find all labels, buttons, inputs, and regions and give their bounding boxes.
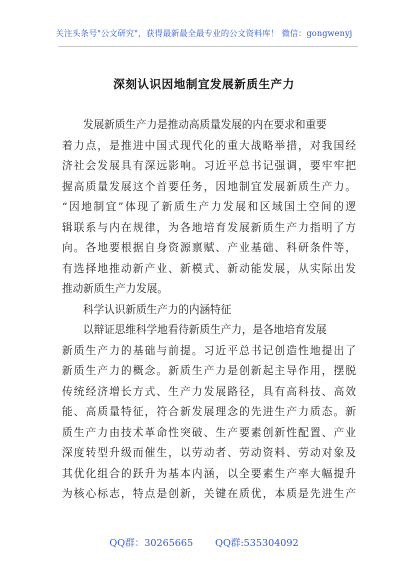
paragraph-1-line-2: 着力点，是推进中国式现代化的重大战略举措，对我国经 — [62, 139, 356, 152]
paragraph-2-line-4: 传统经济增长方式、生产力发展路径，具有高科技、高效 — [62, 385, 356, 398]
footer-contacts — [0, 535, 408, 549]
paragraph-1-line-8: 有选择地推动新产业、新模式、新动能发展，从实际出发 — [62, 262, 356, 275]
paragraph-2-line-1: 以辩证思维科学地看待新质生产力，是各地培育发展 — [83, 324, 327, 336]
paragraph-1-line-5: “因地制宜”体现了新质生产力发展和区域国土空间的逻 — [62, 201, 356, 213]
paragraph-2-line-8: 其优化组合的跃升为基本内涵，以全要素生产率大幅提升 — [62, 467, 356, 480]
footer-qq-group-1: QQ群：30265665 — [109, 538, 194, 549]
header-divider — [58, 46, 358, 47]
paragraph-2-line-3: 新质生产力的概念。新质生产力是创新起主导作用，摆脱 — [62, 365, 356, 377]
paragraph-2-line-9: 为核心标志，特点是创新，关键在质优，本质是先进生产 — [62, 488, 356, 500]
paragraph-2-line-7: 深度转型升级而催生，以劳动者、劳动资料、劳动对象及 — [62, 447, 356, 459]
paragraph-1-line-1: 发展新质生产力是推动高质量发展的内在要求和重要 — [83, 119, 327, 131]
paragraph-2-line-6: 质生产力由技术革命性突破、生产要素创新性配置、产业 — [62, 426, 356, 439]
paragraph-1-line-7: 向。各地要根据自身资源禀赋、产业基础、科研条件等， — [62, 242, 356, 254]
paragraph-2-line-2: 新质生产力的基础与前提。习近平总书记创造性地提出了 — [62, 344, 356, 357]
paragraph-1-line-9: 推动新质生产力发展。 — [62, 283, 168, 295]
paragraph-1-line-4: 握高质量发展这个首要任务，因地制宜发展新质生产力。 — [62, 180, 356, 193]
paragraph-1-line-3: 济社会发展具有深远影响。习近平总书记强调，要牢牢把 — [62, 160, 356, 172]
document-title: 深刻认识因地制宜发展新质生产力 — [113, 77, 295, 91]
header-notice: 关注头条号"公文研究"，获得最新最全最专业的公文资料库！ 微信：gongwenyj — [55, 28, 353, 38]
paragraph-1-line-6: 辑联系与内在规律，为各地培育发展新质生产力指明了方 — [62, 221, 356, 234]
section-heading: 科学认识新质生产力的内涵特征 — [83, 303, 232, 316]
footer-qq-group-2: QQ群:535304092 — [215, 538, 299, 549]
paragraph-2-line-5: 能、高质量特征，符合新发展理念的先进生产力质态。新 — [62, 406, 356, 418]
document-body — [62, 115, 356, 505]
